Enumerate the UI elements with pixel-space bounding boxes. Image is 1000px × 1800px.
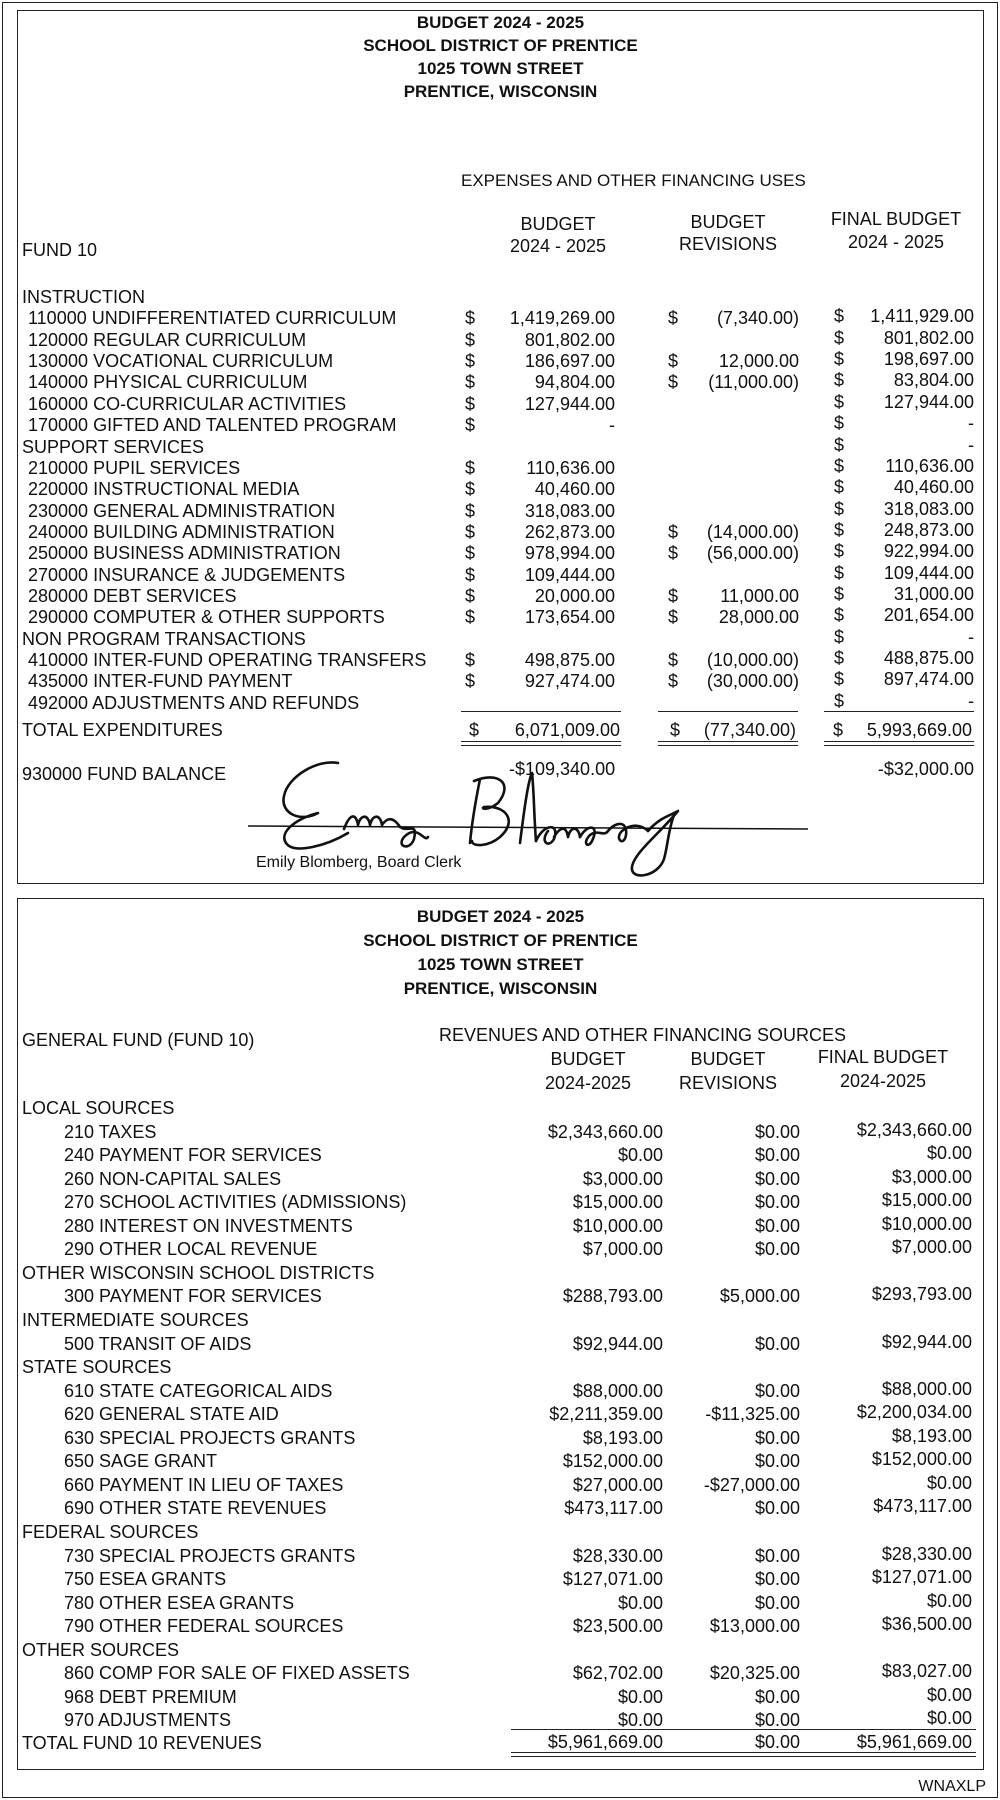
rev-col-revisions-header-1: BUDGET: [690, 1049, 766, 1069]
col-revisions-header-2: REVISIONS: [678, 234, 778, 254]
revenue-revisions-value: $0.00: [754, 1592, 800, 1613]
col-final-header-2: 2024 - 2025: [847, 232, 945, 252]
expense-row-label: 435000 INTER-FUND PAYMENT: [28, 671, 293, 692]
revisions-value: (14,000.00): [706, 521, 799, 542]
expense-row-label: 130000 VOCATIONAL CURRICULUM: [28, 351, 334, 372]
revenue-row-label: 260 NON-CAPITAL SALES: [64, 1168, 282, 1189]
budget-dollar-sign: $: [465, 372, 476, 393]
expense-row-label: 290000 COMPUTER & OTHER SUPPORTS: [28, 607, 385, 628]
final-value: 83,804.00: [893, 370, 974, 391]
expense-row-label: 140000 PHYSICAL CURRICULUM: [28, 372, 308, 393]
revenue-row-label: 730 SPECIAL PROJECTS GRANTS: [64, 1545, 356, 1566]
rev-col-final-header-2: 2024-2025: [839, 1071, 927, 1091]
revisions-dollar-sign: $: [668, 351, 679, 372]
budget-value: 927,474.00: [524, 671, 615, 692]
budget-value: 262,873.00: [524, 521, 615, 542]
revenue-row-label: 970 ADJUSTMENTS: [64, 1710, 232, 1731]
final-dollar-sign: $: [834, 306, 845, 327]
revenue-final-value: $2,343,660.00: [856, 1119, 972, 1140]
final-dollar-sign: $: [834, 498, 845, 519]
final-value: -: [968, 690, 974, 711]
final-dollar-sign: $: [834, 434, 845, 455]
revenue-row-label: 650 SAGE GRANT: [64, 1451, 218, 1472]
total-final-value: 5,993,669.00: [866, 720, 972, 740]
revenue-budget-value: $0.00: [617, 1145, 663, 1166]
revenue-revisions-value: $0.00: [754, 1427, 800, 1448]
final-dollar-sign: $: [834, 327, 845, 348]
revenue-group-label: STATE SOURCES: [22, 1357, 172, 1378]
revenue-row-label: 790 OTHER FEDERAL SOURCES: [64, 1616, 344, 1637]
final-value: 198,697.00: [883, 349, 974, 370]
revenue-row-label: 270 SCHOOL ACTIVITIES (ADMISSIONS): [64, 1192, 407, 1213]
final-dollar-sign: $: [834, 605, 845, 626]
revenue-row-label: 620 GENERAL STATE AID: [64, 1404, 279, 1425]
revenue-revisions-value: $0.00: [754, 1215, 800, 1236]
budget-dollar-sign: $: [465, 351, 476, 372]
revenue-row-label: 630 SPECIAL PROJECTS GRANTS: [64, 1427, 356, 1448]
expense-row-label: 220000 INSTRUCTIONAL MEDIA: [28, 479, 300, 500]
budget-dollar-sign: $: [465, 500, 476, 521]
revenue-row-label: 280 INTEREST ON INVESTMENTS: [64, 1215, 353, 1236]
total-revenues-budget: $5,961,669.00: [547, 1732, 663, 1752]
final-value: 31,000.00: [893, 583, 974, 604]
final-value: 127,944.00: [883, 391, 974, 412]
revenue-revisions-value: -$27,000.00: [703, 1474, 800, 1495]
final-dollar-sign: $: [834, 349, 845, 370]
expenses-section-title: EXPENSES AND OTHER FINANCING USES: [461, 171, 806, 190]
budget-total-rule: [461, 711, 621, 712]
budget-dollar-sign: $: [465, 393, 476, 414]
budget-value: 127,944.00: [524, 393, 615, 414]
revenue-revisions-value: $0.00: [754, 1686, 800, 1707]
budget-value: -: [609, 415, 615, 436]
budget-dollar-sign: $: [465, 479, 476, 500]
signatory-name: Emily Blomberg, Board Clerk: [256, 854, 462, 871]
final-total-rule: [824, 711, 974, 712]
final-value: 897,474.00: [883, 669, 974, 690]
revisions-dollar-sign: $: [668, 521, 679, 542]
document-code: WNAXLP: [918, 1778, 986, 1795]
revenue-budget-value: $15,000.00: [572, 1192, 663, 1213]
district-name: SCHOOL DISTRICT OF PRENTICE: [363, 36, 638, 55]
budget-value: 186,697.00: [524, 351, 615, 372]
revenue-row-label: 690 OTHER STATE REVENUES: [64, 1498, 327, 1519]
final-dollar-sign: $: [834, 519, 845, 540]
budget-value: 40,460.00: [534, 479, 615, 500]
revenue-revisions-value: $0.00: [754, 1239, 800, 1260]
budget-total-double-rule: [461, 741, 621, 746]
expense-row-label: 270000 INSURANCE & JUDGEMENTS: [28, 564, 346, 585]
revenue-final-value: $8,193.00: [891, 1425, 972, 1446]
revenue-final-value: $473,117.00: [873, 1496, 972, 1517]
revenue-budget-value: $62,702.00: [572, 1663, 663, 1684]
revisions-dollar-sign: $: [668, 607, 679, 628]
revenue-group-label: FEDERAL SOURCES: [22, 1521, 199, 1542]
revenue-final-value: $7,000.00: [891, 1237, 972, 1258]
revenue-budget-value: $473,117.00: [564, 1498, 663, 1519]
rev-col-final-header-1: FINAL BUDGET: [817, 1047, 949, 1067]
rev-col-budget-header-2: 2024-2025: [544, 1073, 632, 1093]
budget-value: 978,994.00: [524, 543, 615, 564]
revisions-dollar-sign: $: [668, 671, 679, 692]
revenue-final-value: $0.00: [926, 1590, 972, 1611]
final-dollar-sign: $: [834, 541, 845, 562]
revenue-row-label: 240 PAYMENT FOR SERVICES: [64, 1145, 322, 1166]
final-dollar-sign: $: [834, 391, 845, 412]
revisions-value: (56,000.00): [706, 543, 799, 564]
revenue-revisions-value: $0.00: [754, 1710, 800, 1731]
total-revisions-value: (77,340.00): [703, 720, 796, 740]
rev-col-budget-header-1: BUDGET: [550, 1049, 626, 1069]
expense-group-label: SUPPORT SERVICES: [22, 436, 205, 457]
revenues-panel: [17, 898, 984, 1770]
total-final-symbol: $: [833, 720, 844, 740]
revenue-final-value: $293,793.00: [871, 1284, 972, 1305]
budget-value: 801,802.00: [524, 329, 615, 350]
revenue-final-value: $0.00: [926, 1143, 972, 1164]
col-budget-header-1: BUDGET: [520, 214, 596, 234]
expense-row-label: 210000 PUPIL SERVICES: [28, 457, 241, 478]
revenue-final-value: $88,000.00: [881, 1378, 972, 1399]
revenue-revisions-value: $0.00: [754, 1569, 800, 1589]
revenue-row-label: 290 OTHER LOCAL REVENUE: [64, 1239, 318, 1260]
revenue-budget-value: $23,500.00: [572, 1616, 663, 1637]
budget-dollar-sign: $: [465, 564, 476, 585]
final-total-double-rule: [824, 741, 974, 746]
revisions-dollar-sign: $: [668, 585, 679, 606]
revisions-value: 28,000.00: [718, 607, 799, 628]
revenue-revisions-value: $0.00: [754, 1498, 800, 1519]
revenue-revisions-value: $0.00: [754, 1545, 800, 1566]
final-value: 110,636.00: [885, 455, 974, 476]
revenue-revisions-value: $13,000.00: [709, 1616, 800, 1637]
district-name: SCHOOL DISTRICT OF PRENTICE: [363, 931, 638, 950]
revenue-budget-value: $0.00: [617, 1592, 663, 1613]
revenue-revisions-value: $0.00: [754, 1333, 800, 1354]
revenue-budget-value: $8,193.00: [582, 1427, 663, 1448]
final-value: -: [968, 413, 974, 434]
revenue-revisions-value: $0.00: [754, 1451, 800, 1472]
revenue-revisions-value: $0.00: [754, 1121, 800, 1142]
expense-row-label: 250000 BUSINESS ADMINISTRATION: [28, 543, 341, 564]
revenue-budget-value: $92,944.00: [572, 1333, 663, 1354]
final-dollar-sign: $: [834, 413, 845, 434]
final-value: -: [968, 434, 974, 455]
fund-balance-label: 930000 FUND BALANCE: [22, 764, 227, 784]
revisions-total-rule: [658, 711, 798, 712]
final-value: 922,994.00: [883, 541, 974, 562]
revenue-revisions-value: $0.00: [754, 1168, 800, 1189]
final-value: 318,083.00: [883, 498, 974, 519]
revenue-row-label: 500 TRANSIT OF AIDS: [64, 1333, 252, 1354]
final-value: -: [968, 626, 974, 647]
fund-balance-budget: -$109,340.00: [509, 759, 616, 779]
col-budget-header-2: 2024 - 2025: [509, 236, 607, 256]
budget-value: 1,419,269.00: [509, 308, 615, 329]
revenue-revisions-value: $0.00: [754, 1192, 800, 1213]
revenue-revisions-value: $20,325.00: [709, 1663, 800, 1684]
budget-dollar-sign: $: [465, 415, 476, 436]
final-value: 109,444.00: [883, 562, 974, 583]
final-dollar-sign: $: [834, 669, 845, 690]
budget-value: 498,875.00: [524, 650, 615, 670]
total-revenues-revisions: $0.00: [754, 1732, 800, 1752]
expense-group-label: INSTRUCTION: [22, 287, 145, 307]
revenue-final-value: $152,000.00: [871, 1449, 972, 1470]
budget-value: 173,654.00: [524, 607, 615, 628]
expense-row-label: 230000 GENERAL ADMINISTRATION: [28, 500, 336, 521]
revenue-budget-value: $88,000.00: [572, 1380, 663, 1401]
budget-dollar-sign: $: [465, 457, 476, 478]
revenue-final-value: $83,027.00: [881, 1661, 972, 1682]
revisions-value: (10,000.00): [706, 650, 799, 670]
budget-value: 318,083.00: [524, 500, 615, 521]
expense-row-label: 110000 UNDIFFERENTIATED CURRICULUM: [28, 308, 397, 329]
revenue-budget-value: $10,000.00: [572, 1215, 663, 1236]
total-expenditures-label: TOTAL EXPENDITURES: [22, 720, 223, 740]
expense-row-label: 170000 GIFTED AND TALENTED PROGRAM: [28, 415, 397, 436]
fund-label: FUND 10: [22, 240, 98, 260]
revenue-row-label: 750 ESEA GRANTS: [64, 1569, 227, 1589]
revenue-group-label: OTHER WISCONSIN SCHOOL DISTRICTS: [22, 1262, 375, 1283]
budget-value: 94,804.00: [534, 372, 615, 393]
revenue-budget-value: $0.00: [617, 1686, 663, 1707]
rev-col-revisions-header-2: REVISIONS: [678, 1073, 778, 1093]
budget-dollar-sign: $: [465, 607, 476, 628]
revenue-budget-value: $28,330.00: [572, 1545, 663, 1566]
revenues-section-title: REVENUES AND OTHER FINANCING SOURCES: [439, 1025, 847, 1045]
revenue-budget-value: $3,000.00: [582, 1168, 663, 1189]
final-value: 248,873.00: [883, 519, 974, 540]
budget-dollar-sign: $: [465, 650, 476, 670]
revenue-final-value: $10,000.00: [881, 1213, 972, 1234]
expense-row-label: 160000 CO-CURRICULAR ACTIVITIES: [28, 393, 347, 414]
expense-row-label: 492000 ADJUSTMENTS AND REFUNDS: [28, 692, 360, 713]
revenue-budget-value: $127,071.00: [562, 1569, 663, 1589]
revenue-group-label: INTERMEDIATE SOURCES: [22, 1310, 249, 1330]
revenue-row-label: 660 PAYMENT IN LIEU OF TAXES: [64, 1474, 344, 1495]
final-dollar-sign: $: [834, 455, 845, 476]
revenue-final-value: $28,330.00: [881, 1543, 972, 1564]
general-fund-label: GENERAL FUND (FUND 10): [22, 1030, 255, 1050]
revenue-revisions-value: -$11,325.00: [705, 1404, 800, 1425]
revenue-budget-value: $2,211,359.00: [549, 1404, 663, 1425]
revisions-total-double-rule: [658, 741, 798, 746]
revisions-value: (7,340.00): [716, 308, 799, 329]
revenue-total-rule: [511, 1729, 976, 1730]
total-budget-symbol: $: [469, 720, 480, 740]
revenue-row-label: 300 PAYMENT FOR SERVICES: [64, 1286, 322, 1307]
revenue-budget-value: $27,000.00: [572, 1474, 663, 1495]
final-dollar-sign: $: [834, 583, 845, 604]
final-dollar-sign: $: [834, 477, 845, 498]
expense-group-label: NON PROGRAM TRANSACTIONS: [22, 628, 306, 649]
revenue-total-double-rule: [511, 1752, 976, 1757]
col-revisions-header-1: BUDGET: [690, 212, 766, 232]
budget-title: BUDGET 2024 - 2025: [416, 907, 585, 926]
revenue-row-label: 968 DEBT PREMIUM: [64, 1686, 237, 1707]
district-city: PRENTICE, WISCONSIN: [403, 82, 598, 101]
final-value: 1,411,929.00: [870, 306, 974, 327]
expense-row-label: 410000 INTER-FUND OPERATING TRANSFERS: [28, 650, 427, 670]
revenue-final-value: $0.00: [926, 1684, 972, 1705]
final-dollar-sign: $: [834, 562, 845, 583]
total-revenues-final: $5,961,669.00: [856, 1732, 972, 1752]
revisions-value: 12,000.00: [718, 351, 799, 372]
expense-row-label: 280000 DEBT SERVICES: [28, 585, 237, 606]
budget-title: BUDGET 2024 - 2025: [416, 13, 585, 32]
budget-value: 110,636.00: [526, 457, 615, 478]
budget-dollar-sign: $: [465, 585, 476, 606]
revisions-dollar-sign: $: [668, 372, 679, 393]
final-dollar-sign: $: [834, 690, 845, 711]
revisions-dollar-sign: $: [668, 650, 679, 670]
revenue-row-label: 780 OTHER ESEA GRANTS: [64, 1592, 295, 1613]
budget-dollar-sign: $: [465, 308, 476, 329]
revisions-value: (30,000.00): [706, 671, 799, 692]
total-budget-value: 6,071,009.00: [514, 720, 620, 740]
expenses-panel: [17, 10, 984, 884]
revisions-value: (11,000.00): [708, 372, 799, 393]
revenue-revisions-value: $5,000.00: [719, 1286, 800, 1307]
revenue-budget-value: $7,000.00: [582, 1239, 663, 1260]
final-value: 801,802.00: [883, 327, 974, 348]
col-final-header-1: FINAL BUDGET: [830, 209, 962, 229]
district-address: 1025 TOWN STREET: [417, 59, 584, 78]
revenue-final-value: $127,071.00: [871, 1567, 972, 1587]
budget-dollar-sign: $: [465, 521, 476, 542]
revisions-dollar-sign: $: [668, 543, 679, 564]
revenue-revisions-value: $0.00: [754, 1380, 800, 1401]
revenue-row-label: 860 COMP FOR SALE OF FIXED ASSETS: [64, 1663, 410, 1684]
revenue-row-label: 210 TAXES: [64, 1121, 157, 1142]
final-dollar-sign: $: [834, 648, 845, 668]
revenue-budget-value: $0.00: [617, 1710, 663, 1731]
total-revisions-symbol: $: [670, 720, 681, 740]
final-dollar-sign: $: [834, 626, 845, 647]
final-dollar-sign: $: [834, 370, 845, 391]
revenue-group-label: OTHER SOURCES: [22, 1639, 180, 1660]
budget-dollar-sign: $: [465, 671, 476, 692]
district-city: PRENTICE, WISCONSIN: [403, 979, 598, 998]
revenue-final-value: $0.00: [926, 1472, 972, 1493]
revisions-value: 11,000.00: [720, 585, 799, 606]
revenue-final-value: $2,200,034.00: [856, 1402, 972, 1423]
revenue-final-value: $36,500.00: [881, 1614, 972, 1635]
budget-value: 20,000.00: [534, 585, 615, 606]
revenue-row-label: 610 STATE CATEGORICAL AIDS: [64, 1380, 333, 1401]
district-address: 1025 TOWN STREET: [417, 955, 584, 974]
revenue-budget-value: $152,000.00: [562, 1451, 663, 1472]
revenue-final-value: $3,000.00: [891, 1166, 972, 1187]
budget-dollar-sign: $: [465, 329, 476, 350]
revenue-budget-value: $288,793.00: [562, 1286, 663, 1307]
budget-dollar-sign: $: [465, 543, 476, 564]
expense-row-label: 120000 REGULAR CURRICULUM: [28, 329, 307, 350]
revisions-dollar-sign: $: [668, 308, 679, 329]
final-value: 40,460.00: [893, 477, 974, 498]
fund-balance-final: -$32,000.00: [877, 759, 974, 779]
revenue-final-value: $0.00: [926, 1708, 972, 1729]
revenue-group-label: LOCAL SOURCES: [22, 1098, 175, 1118]
revenue-budget-value: $2,343,660.00: [547, 1121, 663, 1142]
total-revenues-label: TOTAL FUND 10 REVENUES: [22, 1733, 262, 1753]
budget-value: 109,444.00: [524, 564, 615, 585]
final-value: 488,875.00: [883, 648, 974, 668]
revenue-revisions-value: $0.00: [754, 1145, 800, 1166]
expense-row-label: 240000 BUILDING ADMINISTRATION: [28, 521, 335, 542]
final-value: 201,654.00: [883, 605, 974, 626]
revenue-final-value: $92,944.00: [881, 1331, 972, 1352]
revenue-final-value: $15,000.00: [881, 1190, 972, 1211]
